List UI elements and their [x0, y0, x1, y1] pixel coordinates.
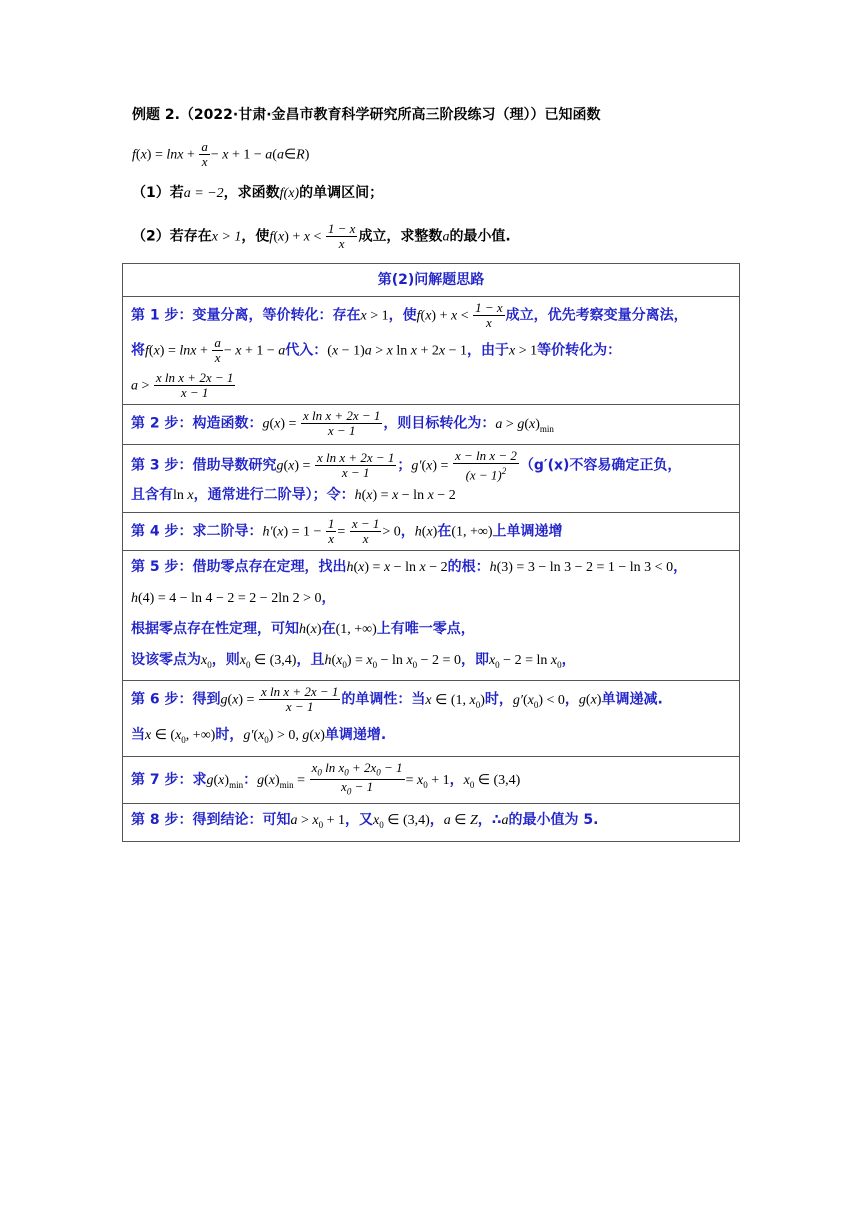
step-5-row [123, 550, 740, 681]
question-2: （2）若存在x > 1，使f(x) + x < $\frac{1 - x}{x}$ 成立，求整数a的最小值. [132, 221, 511, 251]
step-4: 第 4 步：求二阶导：h′(x) = 1 − $\frac{1}{x}$ = $\frac{x - 1}{x}$ > 0，h(x)在(1, +∞)上单调递增 [123, 512, 740, 550]
step-7: 第 7 步：求$g(x)_{min}$：$g(x)_{min}$ = $\frac{x_0 \ln x_0 + 2x_0 - 1}{x_0 - 1}$ = $x_0 + 1$，$x_0$ ∈ (3,4) [123, 756, 740, 803]
step-1: 第 1 步：变量分离，等价转化：存在x > 1，使f(x) + x < $\frac{1 - x}{x}$ 成立，优先考察变量分离法， 将f(x) = lnx + $\frac{a}{x}$ − x + 1 − a代入：(x − 1)a > x ln x + 2x − 1，由于x > 1等价转化为： a > $\frac{\text{x ln x + 2x − 1}}{x - 1}$ [123, 297, 740, 405]
step-8-row [123, 803, 740, 841]
table-header-row [123, 264, 740, 297]
step-7-row [123, 756, 740, 803]
step-1-row [123, 297, 740, 405]
step-5: 第 5 步：借助零点存在定理，找出h(x) = x − ln x − 2的根：h(3) = 3 − ln 3 − 2 = 1 − ln 3 < 0， h(4) = 4 − ln 4 − 2 = 2 − 2ln 2 > 0， 根据零点存在性定理，可知h(x)在(1, +∞)上有唯一零点， 设该零点为$x_0$，则$x_0$ ∈ (3,4)，且$h(x_0) = x_0 - \ln x_0 - 2 = 0$，即$x_0 - 2 = \ln x_0$， [123, 550, 740, 681]
step-4-row [123, 512, 740, 550]
step-6: 第 6 步：得到g(x) = $\frac{\text{x ln x + 2x − 1}}{x - 1}$ 的单调性：当x ∈ (1, $x_0$)时，$g'(x_0) < 0$，g(x)单调递减. 当x ∈ ($x_0$, +∞)时，$g'(x_0) > 0$, g(x)单调递增. [123, 681, 740, 756]
step-6-row [123, 681, 740, 756]
solution-steps-table [122, 263, 740, 842]
step-3: 第 3 步：借助导数研究g(x) = $\frac{\text{x ln x + 2x − 1}}{x - 1}$ ；g′(x) = $\frac{\text{x − ln x − 2}}{(x - 1)^2}$ （g′(x)不容易确定正负， 且含有ln x，通常进行二阶导）；令：h(x) = x − ln x − 2 [123, 445, 740, 512]
question-1: （1）若a = −2，求函数f(x)的单调区间； [132, 185, 384, 201]
problem-title: 例题 2.（2022·甘肃·金昌市教育科学研究所高三阶段练习（理））已知函数 [132, 107, 601, 123]
step-3-row [123, 445, 740, 512]
function-definition: f(x) = lnx + $\frac{a}{x}$ − x + 1 − a(a∈R) [132, 139, 310, 169]
table-header: 第(2)问解题思路 [123, 264, 740, 297]
step-2: 第 2 步：构造函数：g(x) = $\frac{\text{x ln x + 2x − 1}}{x - 1}$ ，则目标转化为：$a > g(x)_{min}$ [123, 405, 740, 445]
step-8: 第 8 步：得到结论：可知$a > x_0 + 1$，又$x_0$ ∈ (3,4)，a ∈ Z，∴a的最小值为 5. [123, 803, 740, 841]
step-2-row [123, 405, 740, 445]
